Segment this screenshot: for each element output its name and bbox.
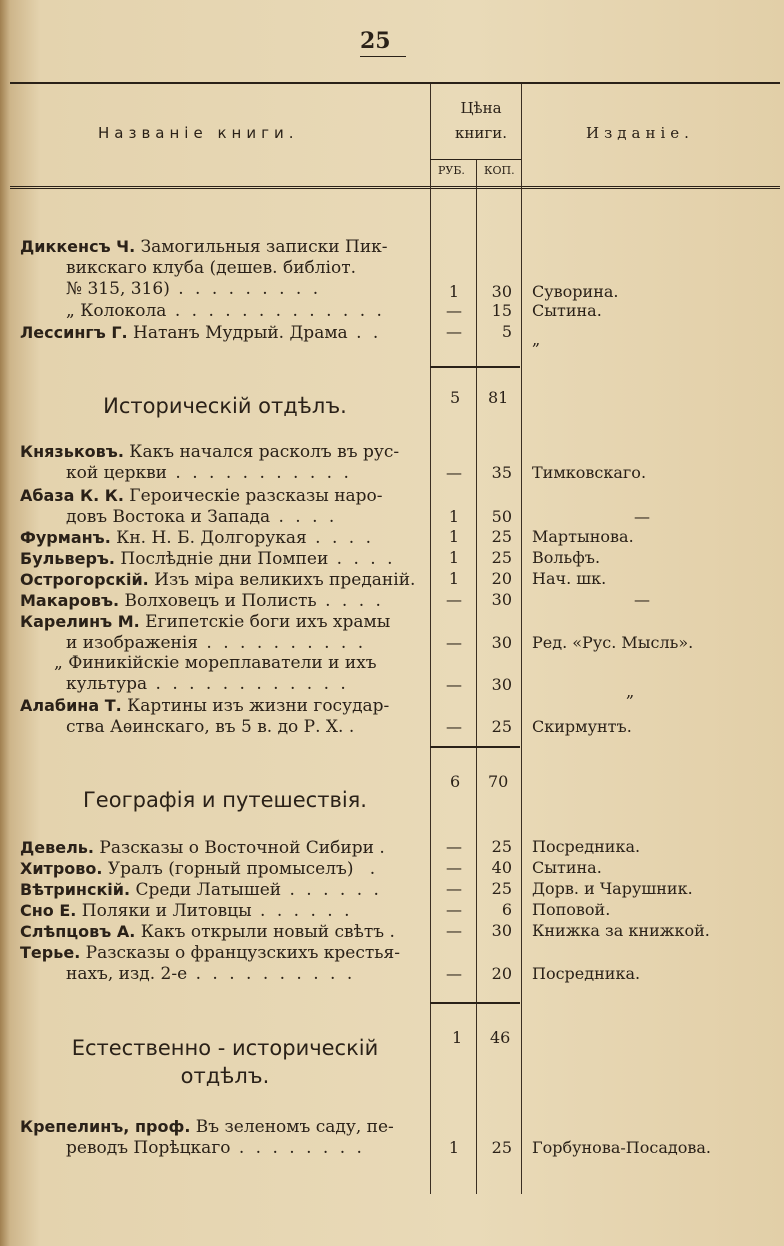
- book-title: Изъ міра великихъ преданій.: [148, 570, 416, 590]
- table-row: [20, 569, 440, 591]
- price-rub: 1: [448, 282, 460, 301]
- author: Макаровъ.: [20, 591, 120, 610]
- price-rub: 1: [448, 569, 460, 588]
- table-row: [20, 942, 440, 985]
- book-title: Героическіе разсказы наро-: [123, 486, 383, 506]
- subtotal-rule: [430, 1002, 520, 1004]
- header-bottom-rule: [10, 186, 780, 189]
- column-header-kop: КОП.: [484, 164, 515, 177]
- author: Острогорскій.: [20, 570, 149, 589]
- section-heading-geography: Географія и путешествія.: [83, 788, 367, 812]
- author: Терье.: [20, 943, 81, 962]
- publisher: Посредника.: [532, 837, 641, 856]
- table-row: [20, 322, 440, 344]
- publisher: Ред. «Рус. Мысль».: [532, 633, 694, 652]
- leader-dots: . . . .: [306, 528, 375, 548]
- table-row: [20, 301, 440, 322]
- price-kop: 30: [491, 282, 512, 301]
- author: Девель.: [20, 838, 94, 857]
- author: Слѣпцовъ А.: [20, 922, 136, 941]
- table-row: [20, 1116, 440, 1159]
- publisher: Поповой.: [532, 900, 611, 919]
- author: Князьковъ.: [20, 442, 124, 461]
- price-rub: 1: [448, 1138, 460, 1157]
- author: Карелинъ М.: [20, 612, 140, 631]
- table-top-rule: [10, 82, 780, 84]
- price-kop: 20: [491, 964, 512, 983]
- page-number-underline: [360, 56, 406, 57]
- table-row: [20, 837, 440, 859]
- book-title-cont: и изображенія: [66, 633, 199, 653]
- table-row: [20, 921, 440, 943]
- subtotal-kop: 81: [488, 388, 509, 407]
- publisher: Суворина.: [532, 282, 619, 301]
- publisher: Нач. шк.: [532, 569, 607, 588]
- price-rub: —: [446, 837, 462, 856]
- price-rub: —: [446, 301, 462, 320]
- price-rub: —: [446, 921, 462, 940]
- col-divider-edition: [521, 84, 522, 1194]
- subtotal-rub: 6: [450, 772, 461, 791]
- leader-dots: . . . . . . . . .: [169, 279, 322, 299]
- price-rub: 1: [448, 507, 460, 526]
- book-title: Разсказы о французскихъ крестья-: [80, 943, 401, 963]
- table-row: [20, 900, 440, 922]
- price-kop: 25: [491, 1138, 512, 1157]
- price-kop: 30: [491, 633, 512, 652]
- col-divider-rub-kop: [476, 160, 477, 1194]
- author: Алабина Т.: [20, 696, 122, 715]
- column-header-price: [453, 96, 509, 146]
- author: Лессингъ Г.: [20, 323, 128, 342]
- table-row: [20, 527, 440, 549]
- leader-dots: . . . . . . . . . . . . .: [166, 301, 385, 321]
- price-rub: —: [446, 964, 462, 983]
- price-kop: 20: [491, 569, 512, 588]
- subtotal-rule: [430, 746, 520, 748]
- book-title: Уралъ (горный промыселъ): [102, 859, 354, 879]
- leader-dots: .: [353, 859, 376, 879]
- publisher: Книжка за книжкой.: [532, 921, 710, 940]
- price-rub: —: [446, 717, 462, 736]
- price-kop: 30: [491, 921, 512, 940]
- leader-dots: .: [384, 922, 395, 942]
- book-title: Кн. Н. Б. Долгорукая: [110, 528, 307, 548]
- ditto-mark: „: [66, 301, 75, 321]
- price-rub: —: [446, 590, 462, 609]
- publisher: Мартынова.: [532, 527, 634, 546]
- book-title-cont: реводъ Порѣцкаго: [66, 1138, 231, 1158]
- author: Вѣтринскій.: [20, 880, 131, 899]
- book-title: Среди Латышей: [130, 880, 282, 900]
- leader-dots: . . . . . . . . . .: [187, 964, 356, 984]
- price-header-line1: Цѣна: [460, 99, 502, 117]
- book-title: Послѣдніе дни Помпеи: [115, 549, 329, 569]
- price-rub: 1: [448, 527, 460, 546]
- table-row: [20, 236, 440, 300]
- book-title: Картины изъ жизни государ-: [121, 696, 390, 716]
- price-kop: 25: [491, 879, 512, 898]
- publisher: —: [634, 507, 650, 526]
- publisher: Тимковскаго.: [532, 463, 647, 482]
- price-kop: 25: [491, 837, 512, 856]
- leader-dots: . . . . . . . .: [230, 1138, 365, 1158]
- subtotal-rub: 5: [450, 388, 461, 407]
- publisher: Скирмунтъ.: [532, 717, 632, 736]
- publisher: „: [532, 330, 541, 349]
- price-rub: —: [446, 858, 462, 877]
- leader-dots: . . . . . .: [251, 901, 353, 921]
- author: Бульверъ.: [20, 549, 115, 568]
- subtotal-kop: 46: [490, 1028, 511, 1047]
- subtotal-rule: [430, 366, 520, 368]
- subtotal-kop: 70: [488, 772, 509, 791]
- book-title: Разсказы о Восточной Сибири: [94, 838, 374, 858]
- book-title-cont: довъ Востока и Запада: [66, 507, 271, 527]
- price-kop: 25: [491, 717, 512, 736]
- book-title-cont: № 315, 316): [66, 279, 170, 299]
- price-rub: 1: [448, 548, 460, 567]
- leader-dots: . . . .: [328, 549, 396, 569]
- table-row: [20, 858, 440, 880]
- price-rub: —: [446, 322, 462, 341]
- publisher: Сытина.: [532, 301, 602, 320]
- table-row: [20, 653, 440, 695]
- page-number: 25: [360, 28, 391, 54]
- price-sub-rule: [430, 159, 521, 160]
- book-title: Какъ открыли новый свѣтъ: [135, 922, 385, 942]
- table-row: [20, 441, 440, 484]
- price-kop: 5: [501, 322, 512, 341]
- price-rub: —: [446, 900, 462, 919]
- book-title-cont: ства Аѳинскаго, въ 5 в. до Р. Х.: [66, 717, 344, 737]
- author: Сно Е.: [20, 901, 77, 920]
- price-kop: 35: [491, 463, 512, 482]
- book-title: Колокола: [74, 301, 167, 321]
- author: Фурманъ.: [20, 528, 111, 547]
- book-title: Какъ начался расколъ въ рус-: [123, 442, 400, 462]
- author: Абаза К. К.: [20, 486, 124, 505]
- book-title: Замогильныя записки Пик-: [135, 237, 388, 257]
- price-rub: —: [446, 675, 462, 694]
- author: Хитрово.: [20, 859, 103, 878]
- book-title: Натанъ Мудрый. Драма: [127, 323, 348, 343]
- publisher: Сытина.: [532, 858, 602, 877]
- price-kop: 50: [491, 507, 512, 526]
- leader-dots: . . . .: [316, 591, 384, 611]
- leader-dots: . . . . . .: [281, 880, 382, 900]
- price-kop: 30: [491, 675, 512, 694]
- author: Крепелинъ, проф.: [20, 1117, 191, 1136]
- table-row: [20, 485, 440, 528]
- publisher: Горбунова-Посадова.: [532, 1138, 711, 1157]
- price-header-line2: книги.: [455, 124, 507, 142]
- book-title: Египетскіе боги ихъ храмы: [139, 612, 391, 632]
- section-heading-historical: Историческій отдѣлъ.: [103, 394, 347, 418]
- price-kop: 25: [491, 548, 512, 567]
- price-kop: 6: [501, 900, 512, 919]
- price-kop: 40: [491, 858, 512, 877]
- table-row: [20, 695, 440, 738]
- subtotal-rub: 1: [452, 1028, 463, 1047]
- price-rub: —: [446, 463, 462, 482]
- column-header-rub: РУБ.: [438, 164, 465, 177]
- book-title: Финикійскіе мореплаватели и ихъ: [62, 653, 377, 673]
- leader-dots: . . . . . . . . . . .: [167, 463, 352, 483]
- book-title-cont: нахъ, изд. 2-е: [66, 964, 188, 984]
- leader-dots: .: [373, 838, 385, 858]
- price-kop: 25: [491, 527, 512, 546]
- leader-dots: . .: [347, 323, 382, 343]
- publisher: —: [634, 590, 650, 609]
- book-title-cont: кой церкви: [66, 463, 167, 483]
- book-title: Волховецъ и Полисть: [119, 591, 317, 611]
- price-rub: —: [446, 879, 462, 898]
- leader-dots: . . . . . . . . . .: [198, 633, 367, 653]
- book-title-cont: викскаго клуба (дешев. библіот.: [66, 258, 357, 278]
- book-title: Поляки и Литовцы: [76, 901, 252, 921]
- table-row: [20, 879, 440, 901]
- leader-dots: .: [343, 717, 355, 737]
- publisher: Посредника.: [532, 964, 641, 983]
- price-kop: 15: [491, 301, 512, 320]
- column-header-edition: Изданіе.: [586, 124, 694, 142]
- author: Диккенсъ Ч.: [20, 237, 136, 256]
- book-title-cont: культура: [66, 674, 148, 694]
- table-row: [20, 611, 440, 654]
- table-row: [20, 590, 440, 612]
- ditto-mark: „: [54, 653, 63, 673]
- price-rub: —: [446, 633, 462, 652]
- publisher: Дорв. и Чарушник.: [532, 879, 693, 898]
- price-kop: 30: [491, 590, 512, 609]
- section-heading-natural-history: Естественно - историческій отдѣлъ.: [71, 1036, 379, 1088]
- publisher: „: [626, 682, 635, 701]
- column-header-title: Названіе книги.: [98, 124, 299, 142]
- leader-dots: . . . .: [270, 507, 338, 527]
- book-title: Въ зеленомъ саду, пе-: [190, 1117, 394, 1137]
- leader-dots: . . . . . . . . . . . .: [147, 674, 349, 694]
- publisher: Вольфъ.: [532, 548, 601, 567]
- table-row: [20, 548, 440, 570]
